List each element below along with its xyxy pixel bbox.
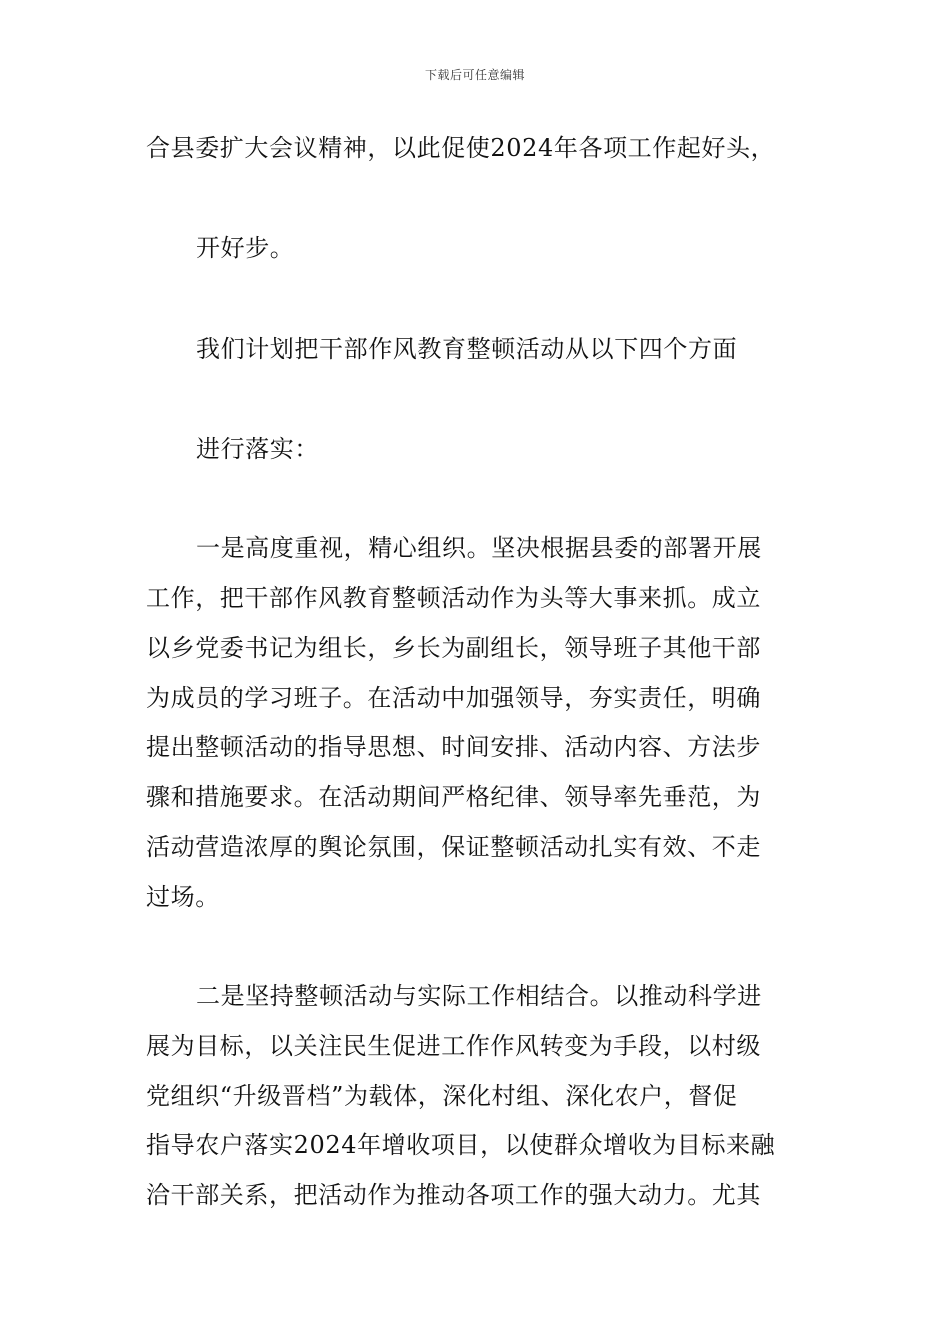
page-header: 下载后可任意编辑 xyxy=(424,68,525,82)
text-line: 提出整顿活动的指导思想、时间安排、活动内容、方法步 xyxy=(146,733,761,761)
text-line: 洽干部关系，把活动作为推动各项工作的强大动力。尤其 xyxy=(146,1181,761,1209)
text-line: 工作，把干部作风教育整顿活动作为头等大事来抓。成立 xyxy=(146,584,761,612)
text-line: 展为目标，以关注民生促进工作作风转变为手段，以村级 xyxy=(146,1032,761,1060)
text-line: 指导农户落实2024年增收项目，以使群众增收为目标来融 xyxy=(146,1131,776,1159)
text-line: 一是高度重视，精心组织。坚决根据县委的部署开展 xyxy=(196,534,762,562)
text-line: 进行落实： xyxy=(196,435,319,463)
text-line: 二是坚持整顿活动与实际工作相结合。以推动科学进 xyxy=(196,982,762,1010)
text-line: 合县委扩大会议精神，以此促使2024年各项工作起好头， xyxy=(146,134,776,162)
text-line: 开好步。 xyxy=(196,234,295,262)
text-line: 我们计划把干部作风教育整顿活动从以下四个方面 xyxy=(196,335,738,363)
text-line: 为成员的学习班子。在活动中加强领导，夯实责任，明确 xyxy=(146,684,761,712)
text-line: 党组织“升级晋档”为载体，深化村组、深化农户，督促 xyxy=(146,1082,738,1110)
text-line: 骤和措施要求。在活动期间严格纪律、领导率先垂范，为 xyxy=(146,783,761,811)
text-line: 活动营造浓厚的舆论氛围，保证整顿活动扎实有效、不走 xyxy=(146,833,761,861)
text-line: 以乡党委书记为组长，乡长为副组长，领导班子其他干部 xyxy=(146,634,761,662)
text-line: 过场。 xyxy=(146,883,220,911)
